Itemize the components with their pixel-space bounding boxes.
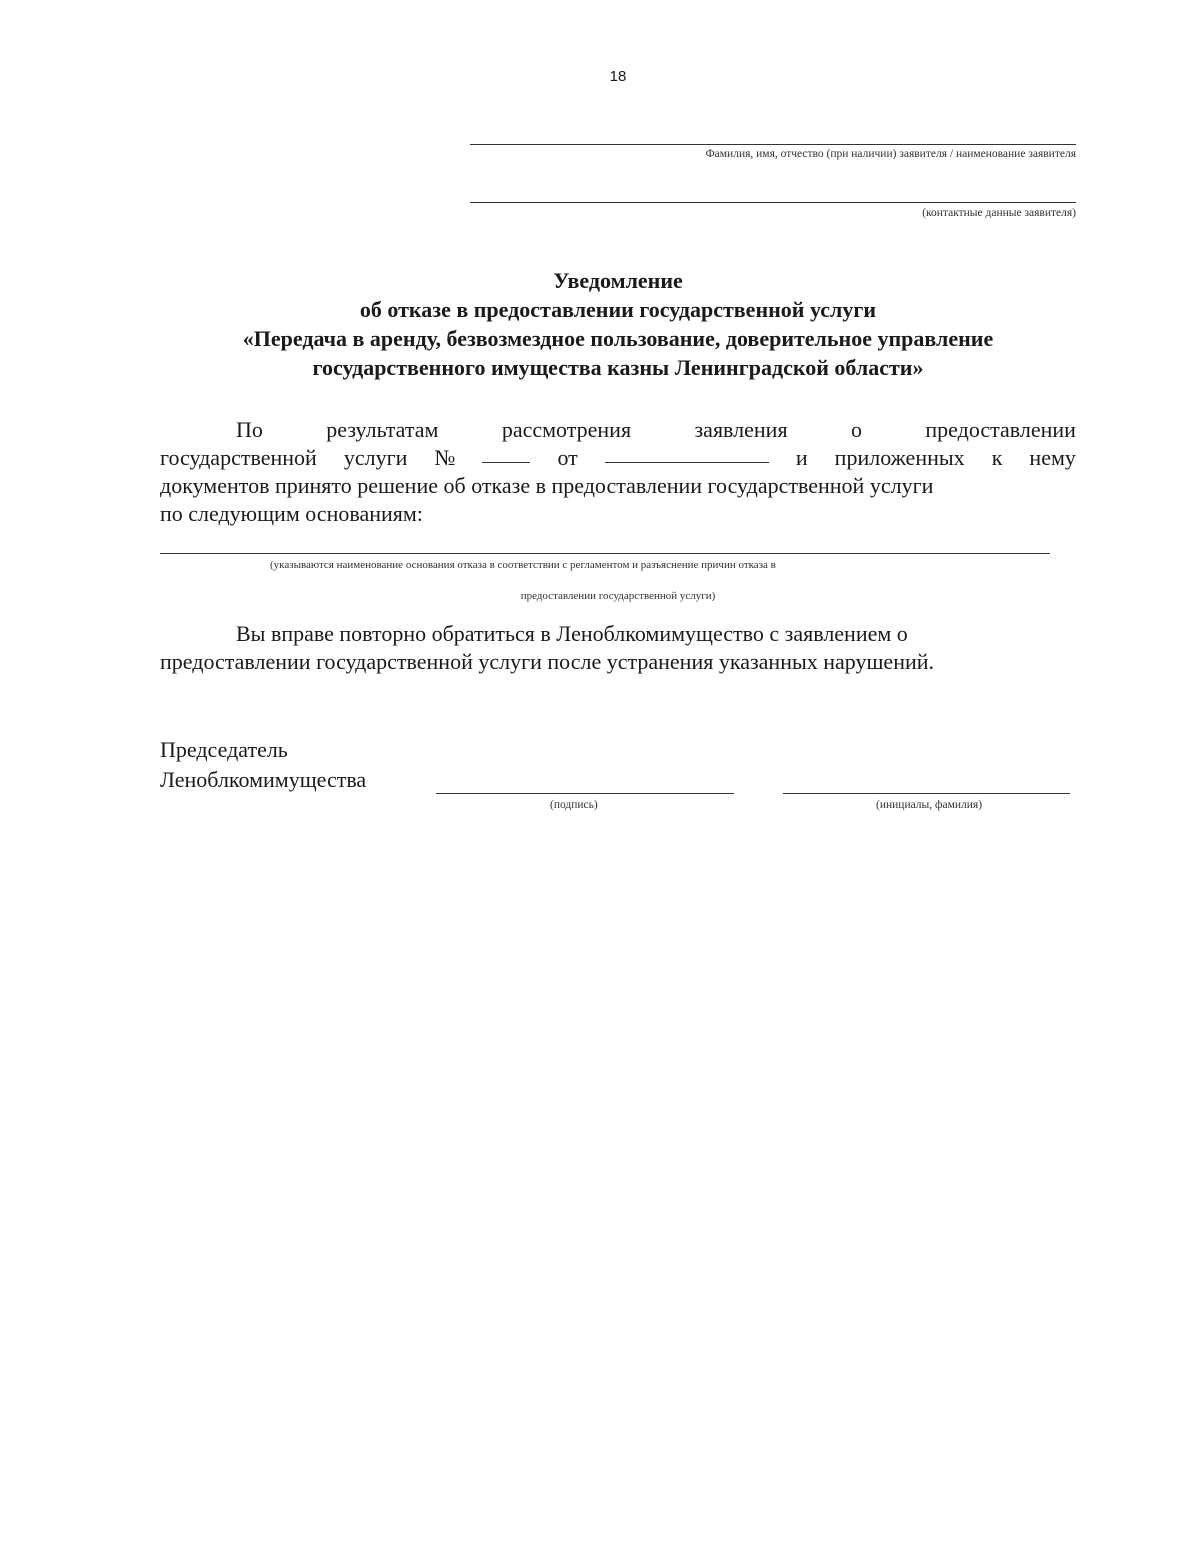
signatory-position-1: Председатель (160, 737, 288, 762)
signatory-position-2: Леноблкомимущества (160, 767, 367, 792)
name-caption: (инициалы, фамилия) (876, 799, 983, 811)
page-number: 18 (609, 68, 627, 85)
paragraph-line: государственной услуги № от и приложенных к нему (160, 445, 1076, 470)
reapply-paragraph (160, 620, 1076, 676)
paragraph-line: Вы вправе повторно обратиться в Леноблкомимущество с заявлением о (236, 621, 908, 646)
decision-paragraph (160, 416, 1076, 528)
application-number-blank[interactable] (482, 444, 530, 463)
applicant-contacts-caption: (контактные данные заявителя) (922, 207, 1076, 219)
title-line-2: об отказе в предоставлении государственной услуги (359, 297, 877, 322)
name-line (783, 793, 1070, 794)
title-line-3: «Передача в аренду, безвозмездное пользование, доверительное управление (242, 326, 994, 351)
refusal-reason-line (160, 553, 1050, 554)
paragraph-line: документов принято решение об отказе в предоставлении государственной услуги (160, 473, 934, 498)
paragraph-line: По результатам рассмотрения заявления о предоставлении (236, 417, 1076, 442)
applicant-name-line (470, 144, 1076, 145)
applicant-contacts-line (470, 202, 1076, 203)
paragraph-line: предоставлении государственной услуги после устранения указанных нарушений. (160, 649, 935, 674)
document-title (150, 266, 1086, 382)
signature-line (436, 793, 734, 794)
refusal-reason-caption-1: (указываются наименование основания отказа в соответствии с регламентом и разъяснение причин отказа в (270, 559, 776, 571)
signature-caption: (подпись) (550, 799, 598, 811)
title-line-4: государственного имущества казны Ленинградской области» (312, 355, 924, 380)
applicant-name-caption: Фамилия, имя, отчество (при наличии) заявителя / наименование заявителя (705, 148, 1076, 160)
paragraph-line: по следующим основаниям: (160, 501, 423, 526)
refusal-reason-caption-2: предоставлении государственной услуги) (520, 590, 716, 602)
title-line-1: Уведомление (553, 268, 683, 293)
application-date-blank[interactable] (605, 444, 769, 463)
